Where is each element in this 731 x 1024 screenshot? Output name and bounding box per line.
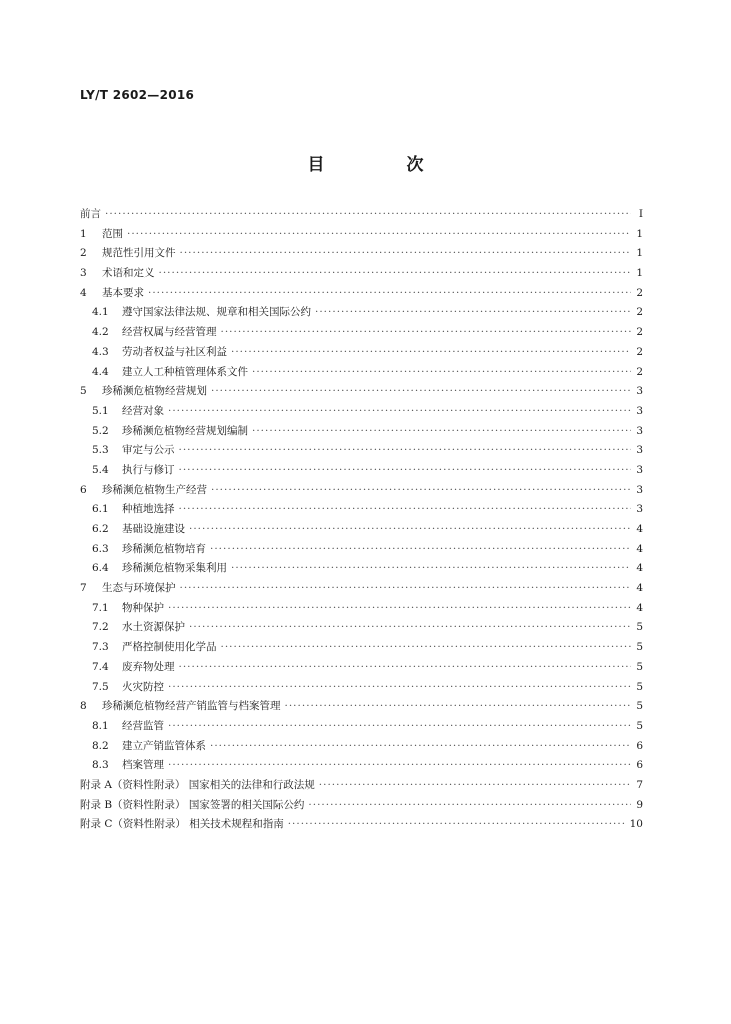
toc-entry-number: 7.2: [92, 621, 109, 634]
toc-entry-label: 生态与环境保护: [102, 582, 176, 595]
toc-entry[interactable]: [80, 344, 643, 364]
toc-entry-page: 3: [636, 503, 643, 516]
toc-entry[interactable]: [80, 757, 643, 777]
dot-leader: [189, 621, 631, 633]
toc-entry-number: 5.4: [92, 463, 109, 476]
dot-leader: [180, 582, 632, 594]
dot-leader: [159, 267, 632, 279]
toc-entry[interactable]: [80, 501, 643, 521]
toc-entry-page: 4: [636, 582, 643, 595]
dot-leader: [252, 425, 631, 437]
toc-entry-number: 8.1: [92, 719, 109, 732]
toc-entry-page: 1: [636, 267, 643, 280]
toc-entry-number: 6: [80, 483, 87, 496]
toc-entry-label: 珍稀濒危植物生产经营: [102, 483, 207, 496]
dot-leader: [221, 641, 632, 653]
dot-leader: [231, 346, 631, 358]
toc-entry[interactable]: [80, 679, 643, 699]
toc-entry-label: 基础设施建设: [122, 523, 185, 535]
dot-leader: [148, 287, 631, 299]
toc-entry-page: 3: [636, 444, 643, 457]
toc-entry-number: 4.3: [92, 345, 109, 358]
dot-leader: [319, 779, 631, 791]
dot-leader: [285, 700, 632, 712]
toc-entry-label: 审定与公示: [122, 444, 175, 457]
toc-entry[interactable]: [80, 442, 643, 462]
toc-entry-label: 种植地选择: [122, 503, 175, 516]
toc-entry-page: 2: [636, 286, 643, 299]
toc-entry-page: 4: [636, 562, 643, 575]
dot-leader: [308, 799, 631, 811]
toc-entry-label: 附录 A（资料性附录） 国家相关的法律和行政法规: [80, 778, 315, 791]
toc-entry-page: 3: [636, 404, 643, 417]
table-of-contents: [80, 206, 643, 836]
dot-leader: [252, 366, 631, 378]
toc-entry-number: 6.1: [92, 503, 109, 516]
dot-leader: [168, 602, 631, 614]
dot-leader: [168, 405, 631, 417]
toc-entry-page: 4: [636, 542, 643, 555]
toc-entry-number: 7.3: [92, 641, 109, 654]
toc-entry-page: 1: [636, 227, 643, 240]
toc-entry-label: 附录 C（资料性附录） 相关技术规程和指南: [80, 818, 284, 831]
toc-entry-number: 6.4: [92, 562, 109, 575]
toc-entry-label: 珍稀濒危植物采集利用: [122, 562, 227, 575]
toc-entry-number: 6.3: [92, 542, 109, 555]
toc-entry-number: 4: [80, 286, 87, 299]
toc-entry[interactable]: [80, 245, 643, 265]
toc-entry-page: 5: [636, 641, 643, 654]
toc-entry-number: 5.1: [92, 404, 109, 417]
toc-entry-number: 8.2: [92, 739, 109, 752]
dot-leader: [168, 720, 631, 732]
toc-entry[interactable]: [80, 521, 643, 541]
toc-entry-label: 档案管理: [122, 759, 164, 772]
standard-code: LY/T 2602—2016: [80, 88, 195, 102]
toc-entry-page: 7: [636, 778, 643, 791]
dot-leader: [127, 228, 631, 240]
toc-entry[interactable]: [80, 659, 643, 679]
toc-entry-page: 3: [636, 424, 643, 437]
toc-entry-label: 范围: [102, 227, 123, 240]
toc-entry[interactable]: [80, 285, 643, 305]
toc-entry-number: 4.1: [92, 306, 109, 319]
toc-entry[interactable]: [80, 423, 643, 443]
toc-entry[interactable]: [80, 600, 643, 620]
toc-entry-page: 2: [636, 345, 643, 358]
toc-entry-page: 3: [636, 483, 643, 496]
toc-entry-label: 严格控制使用化学品: [122, 641, 217, 654]
toc-entry-label: 废弃物处理: [122, 660, 175, 673]
toc-entry-number: 7.1: [92, 601, 109, 614]
toc-entry-page: 2: [636, 326, 643, 339]
toc-entry-label: 火灾防控: [122, 680, 164, 693]
toc-entry-page: 2: [636, 306, 643, 319]
toc-entry-label: 物种保护: [122, 601, 164, 614]
toc-entry-number: 4.4: [92, 365, 109, 378]
toc-entry-page: 2: [636, 365, 643, 378]
toc-entry-label: 珍稀濒危植物经营规划编制: [122, 424, 248, 437]
toc-entry-page: 9: [636, 798, 643, 811]
toc-entry-page: 3: [636, 385, 643, 398]
toc-entry-label: 基本要求: [102, 286, 144, 299]
toc-entry-label: 前言: [80, 208, 101, 220]
toc-entry-label: 水土资源保护: [122, 621, 185, 634]
toc-entry-label: 劳动者权益与社区利益: [122, 345, 227, 358]
toc-entry-label: 规范性引用文件: [102, 247, 176, 260]
toc-entry-number: 5.3: [92, 444, 109, 457]
toc-entry-number: 4.2: [92, 326, 109, 339]
toc-entry[interactable]: [80, 639, 643, 659]
dot-leader: [315, 306, 631, 318]
toc-entry-label: 术语和定义: [102, 267, 155, 280]
toc-entry-page: 1: [636, 247, 643, 260]
toc-entry-page: 3: [636, 463, 643, 476]
dot-leader: [210, 543, 631, 555]
toc-entry-number: 3: [80, 267, 87, 280]
toc-entry-label: 珍稀濒危植物经营产销监管与档案管理: [102, 700, 281, 713]
dot-leader: [211, 385, 631, 397]
toc-entry-label: 附录 B（资料性附录） 国家签署的相关国际公约: [80, 798, 305, 811]
toc-entry[interactable]: [80, 403, 643, 423]
toc-entry[interactable]: [80, 698, 643, 718]
toc-entry-page: 10: [629, 818, 643, 831]
toc-entry-number: 1: [80, 227, 87, 240]
toc-entry-page: 5: [636, 719, 643, 732]
toc-entry[interactable]: [80, 718, 643, 738]
toc-entry-page: 5: [636, 621, 643, 634]
toc-entry-page: Ⅰ: [638, 208, 643, 220]
toc-entry-page: 6: [636, 759, 643, 772]
toc-entry-label: 遵守国家法律法规、规章和相关国际公约: [122, 306, 311, 319]
toc-entry-number: 5: [80, 385, 87, 398]
dot-leader: [179, 464, 632, 476]
toc-entry-label: 珍稀濒危植物经营规划: [102, 385, 207, 398]
toc-entry-page: 4: [636, 601, 643, 614]
toc-entry[interactable]: [80, 619, 643, 639]
toc-entry[interactable]: [80, 462, 643, 482]
toc-entry-number: 8: [80, 700, 87, 713]
dot-leader: [231, 562, 631, 574]
toc-entry-label: 建立产销监管体系: [122, 739, 206, 752]
toc-entry-label: 经营对象: [122, 404, 164, 417]
toc-entry-label: 建立人工种植管理体系文件: [122, 365, 248, 378]
dot-leader: [179, 503, 632, 515]
toc-entry[interactable]: [80, 364, 643, 384]
toc-entry-label: 珍稀濒危植物培育: [122, 542, 206, 555]
toc-entry[interactable]: [80, 777, 643, 797]
toc-entry[interactable]: [80, 738, 643, 758]
page-title: 目 次: [307, 155, 462, 175]
dot-leader: [168, 759, 631, 771]
toc-entry-number: 6.2: [92, 523, 109, 535]
toc-entry-page: 4: [636, 523, 643, 535]
dot-leader: [211, 484, 631, 496]
toc-entry-number: 7.5: [92, 680, 109, 693]
toc-entry[interactable]: [80, 304, 643, 324]
dot-leader: [168, 681, 631, 693]
dot-leader: [179, 661, 632, 673]
toc-entry-number: 2: [80, 247, 87, 260]
toc-entry[interactable]: [80, 265, 643, 285]
toc-entry[interactable]: [80, 206, 643, 226]
dot-leader: [288, 818, 626, 830]
toc-entry-page: 6: [636, 739, 643, 752]
dot-leader: [189, 523, 631, 535]
dot-leader: [221, 326, 632, 338]
toc-entry-label: 经营权属与经营管理: [122, 326, 217, 339]
toc-entry[interactable]: [80, 560, 643, 580]
dot-leader: [210, 740, 631, 752]
toc-entry[interactable]: [80, 816, 643, 836]
dot-leader: [105, 208, 631, 220]
toc-entry-page: 5: [636, 660, 643, 673]
toc-entry-number: 7: [80, 582, 87, 595]
toc-entry-page: 5: [636, 680, 643, 693]
toc-entry[interactable]: [80, 383, 643, 403]
toc-entry-page: 5: [636, 700, 643, 713]
toc-entry-number: 5.2: [92, 424, 109, 437]
toc-entry[interactable]: [80, 541, 643, 561]
toc-entry[interactable]: [80, 226, 643, 246]
dot-leader: [179, 444, 632, 456]
toc-entry-number: 7.4: [92, 660, 109, 673]
toc-entry[interactable]: [80, 797, 643, 817]
toc-entry[interactable]: [80, 324, 643, 344]
toc-entry[interactable]: [80, 580, 643, 600]
toc-entry-number: 8.3: [92, 759, 109, 772]
toc-entry[interactable]: [80, 482, 643, 502]
toc-entry-label: 经营监管: [122, 719, 164, 732]
toc-entry-label: 执行与修订: [122, 463, 175, 476]
dot-leader: [180, 247, 632, 259]
